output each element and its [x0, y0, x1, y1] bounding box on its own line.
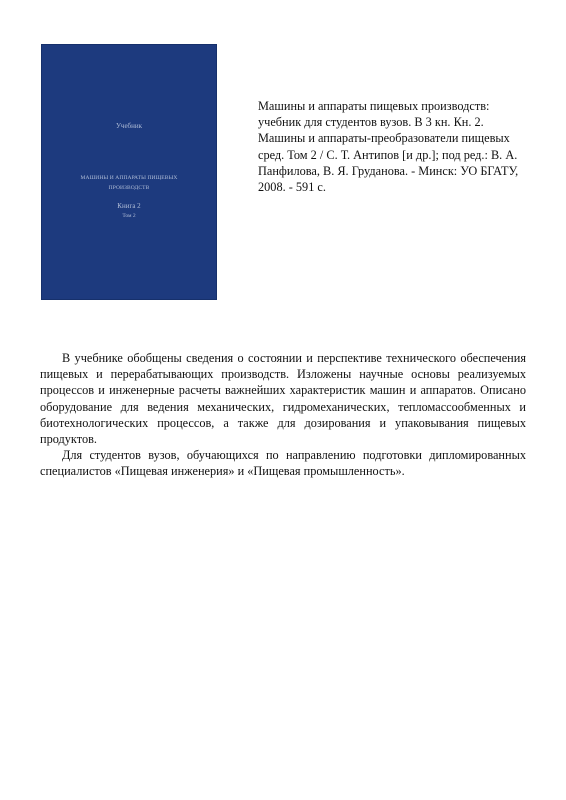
bibliographic-record: Машины и аппараты пищевых производств: учебник для студентов вузов. В 3 кн. Кн. 2. Машины и аппараты-преобразователи пищевых сред. Том 2 / С. Т. Антипов [и др.]; под ред.: В. А. Панфилова, В. Я. Груданова. - Минск: УО БГАТУ, 2008. - 591 с. [258, 99, 519, 195]
annotation [40, 350, 526, 480]
cover-label-type: Учебник [115, 122, 143, 130]
cover-title-line-1: МАШИНЫ И АППАРАТЫ ПИЩЕВЫХ [80, 175, 178, 181]
cover-volume-number: Том 2 [122, 213, 136, 219]
book-cover-image [41, 44, 217, 300]
cover-title-line-2: ПРОИЗВОДСТВ [108, 185, 150, 191]
annotation-paragraph-2: Для студентов вузов, обучающихся по направлению подготовки дипломированных специалистов «Пищевая инженерия» и «Пищевая промышленность». [40, 448, 526, 479]
cover-book-number: Книга 2 [117, 202, 141, 210]
annotation-paragraph-1: В учебнике обобщены сведения о состоянии и перспективе технического обеспечения пищевых и перерабатывающих производств. Изложены научные основы реализуемых процессов и инженерные расчеты важнейших характеристик машин и аппаратов. Описано оборудование для ведения механических, гидромеханических, тепломассообменных и биотехнологических процессов, а также для дозирования и упаковывания пищевых продуктов. [40, 351, 526, 447]
